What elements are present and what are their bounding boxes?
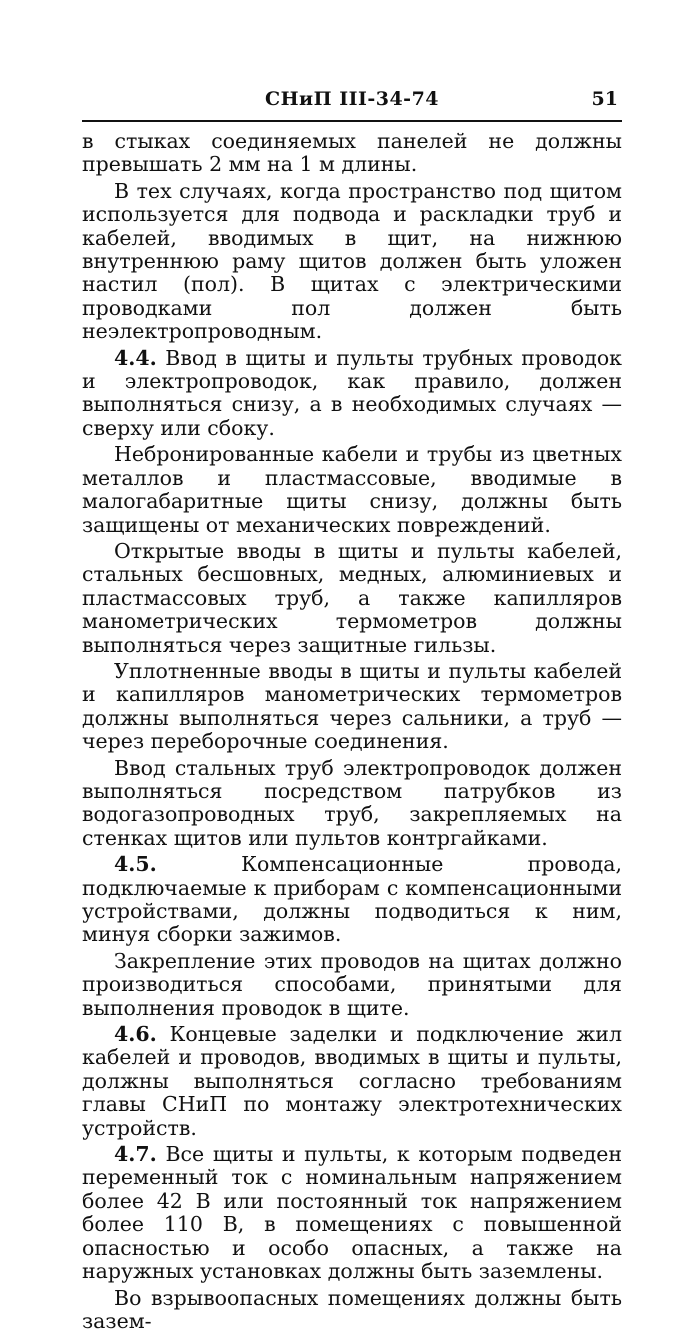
paragraph-text: В тех случаях, когда пространство под щитом используется для подвода и раскладки труб и кабелей, вводимых в щит, на нижнюю внутреннюю раму щитов должен быть уложен настил (пол). В щитах с электрическими проводками пол должен быть неэлектропроводным.: [82, 178, 622, 344]
header-rule: [82, 120, 622, 122]
paragraph-text: Открытые вводы в щиты и пульты кабелей, стальных бесшовных, медных, алюминиевых и пластмассовых труб, а также капилляров манометрических термометров должны выполняться через защитные гильзы.: [82, 538, 622, 657]
clause-4-7: [82, 1143, 622, 1283]
paragraph-text: Уплотненные вводы в щиты и пульты кабелей и капилляров манометрических термометров должны выполняться через сальники, а труб — через переборочные соединения.: [82, 658, 622, 754]
clause-number: 4.6.: [114, 1022, 157, 1047]
paragraph: [82, 1287, 622, 1334]
paragraph-text: Ввод стальных труб электропроводок должен выполняться посредством патрубков из водогазопроводных труб, закрепляемых на стенках щитов или пультов контргайками.: [82, 755, 622, 850]
paragraph: [82, 757, 622, 851]
page-number: 51: [591, 88, 618, 110]
running-title: СНиП III-34-74: [264, 88, 440, 110]
paragraph-text: Небронированные кабели и трубы из цветных металлов и пластмассовые, вводимые в малогабаритные щиты снизу, должны быть защищены от механических повреждений.: [82, 442, 622, 537]
paragraph-text: Закрепление этих проводов на щитах должно производиться способами, принятыми для выполнения проводок в щите.: [82, 948, 622, 1020]
paragraph-text: Все щиты и пульты, к которым подведен переменный ток с номинальным напряжением более 42 В или постоянный ток напряжением более 110 В, в помещениях с повышенной опасностью и особо опасных, а также на наружных установках должны быть заземлены.: [82, 1142, 622, 1284]
paragraph-continuation: [82, 130, 622, 177]
clause-4-5: [82, 853, 622, 947]
clause-4-6: [82, 1023, 622, 1140]
clause-number: 4.7.: [114, 1142, 157, 1167]
page-header: [82, 88, 622, 118]
paragraph-text: Концевые заделки и подключение жил кабелей и проводов, вводимых в щиты и пульты, должны выполняться согласно требованиям главы СНиП по монтажу электротехнических устройств.: [82, 1022, 622, 1140]
body-text: [82, 130, 622, 1336]
paragraph: [82, 540, 622, 657]
paragraph-text: Ввод в щиты и пульты трубных проводок и электропроводок, как правило, должен выполняться снизу, а в необходимых случаях — сверху или сбоку.: [82, 345, 622, 440]
paragraph: [82, 660, 622, 754]
clause-number: 4.5.: [114, 852, 157, 877]
paragraph-text: Компенсационные провода, подключаемые к приборам с компенсационными устройствами, должны подводиться к ним, минуя сборки зажимов.: [82, 852, 622, 947]
clause-number: 4.4.: [114, 345, 157, 370]
clause-4-4: [82, 347, 622, 441]
paragraph: [82, 950, 622, 1020]
paragraph-text: в стыках соединяемых панелей не должны превышать 2 мм на 1 м длины.: [82, 129, 622, 177]
paragraph-text: Во взрывоопасных помещениях должны быть зазем-: [82, 1285, 622, 1333]
paragraph: [82, 443, 622, 537]
paragraph: [82, 180, 622, 344]
